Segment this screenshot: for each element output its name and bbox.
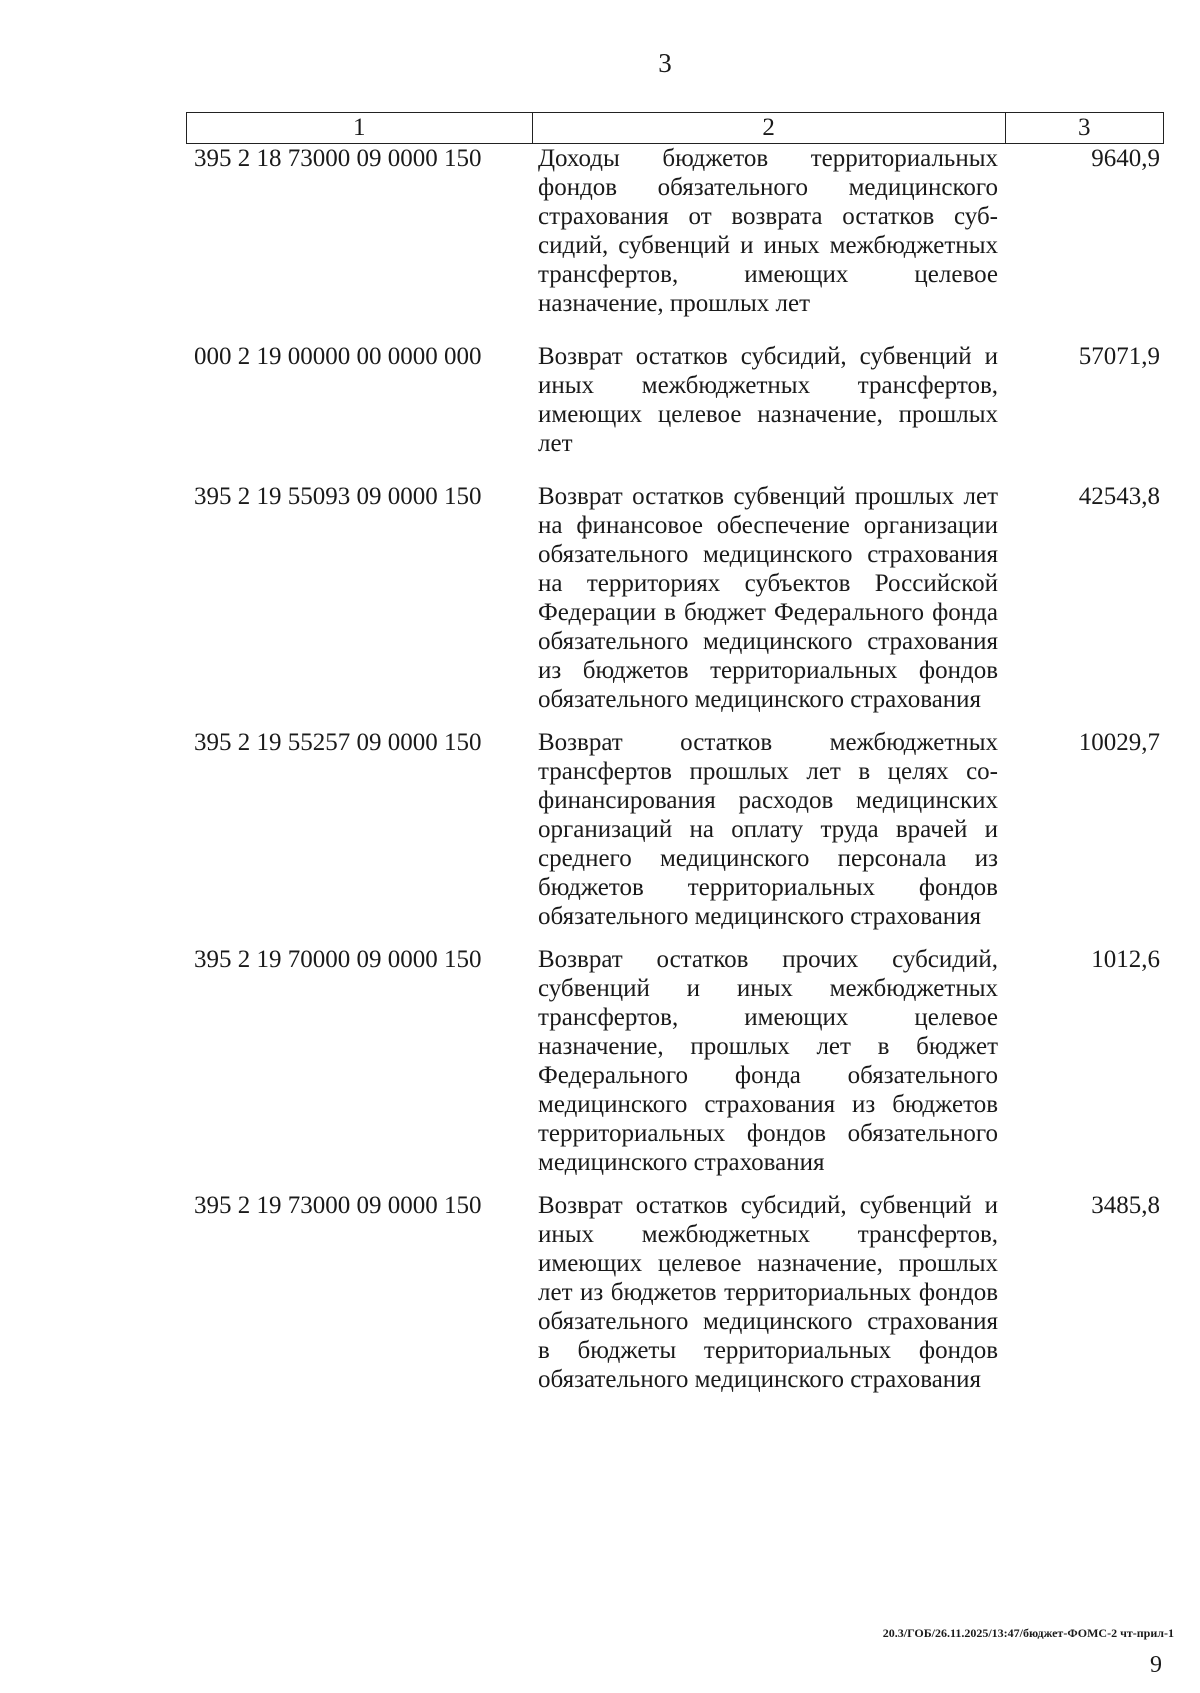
- column-header-3: 3: [1005, 113, 1163, 144]
- row-description: Возврат остатков субвенций прошлых лет на финансовое обеспечение организации обязательного медицинского страхования на территориях субъектов Российской Федерации в бюджет Федерального фонда обязательного медицинского страхования из бюджетов территориальных фондов обязательного медицинского страхования: [538, 483, 998, 713]
- page-number-bottom: 9: [1150, 1652, 1162, 1678]
- table-row: [186, 1191, 1166, 1394]
- column-header-1: 1: [187, 113, 533, 144]
- row-amount: 57071,9: [1078, 343, 1160, 370]
- table-row: [186, 144, 1166, 318]
- row-amount: 3485,8: [1091, 1192, 1160, 1219]
- row-amount: 42543,8: [1078, 483, 1160, 510]
- budget-code: 395 2 19 73000 09 0000 150: [194, 1192, 482, 1219]
- budget-code: 395 2 18 73000 09 0000 150: [194, 145, 482, 172]
- budget-code: 395 2 19 55257 09 0000 150: [194, 729, 482, 756]
- budget-code: 000 2 19 00000 00 0000 000: [194, 343, 482, 370]
- budget-table-body: [186, 144, 1166, 1406]
- row-amount: 9640,9: [1091, 145, 1160, 172]
- page-number-top: 3: [658, 48, 672, 78]
- table-row: [186, 482, 1166, 714]
- row-description: Возврат остатков субсидий, субвенций и иных межбюджетных трансфертов, имеющих целевое назначение, прошлых лет из бюджетов территориальных фондов обязательного медицинского страхования в бюджеты территориальных фондов обязательного медицинского страхования: [538, 1192, 998, 1393]
- column-header-2: 2: [532, 113, 1005, 144]
- budget-code: 395 2 19 55093 09 0000 150: [194, 483, 482, 510]
- row-amount: 10029,7: [1078, 729, 1160, 756]
- table-row: [186, 728, 1166, 931]
- table-row: [186, 945, 1166, 1177]
- budget-code: 395 2 19 70000 09 0000 150: [194, 946, 482, 973]
- row-description: Возврат остатков межбюджетных трансфертов прошлых лет в целях софинансирования расходов медицинских организаций на оплату труда врачей и среднего медицинского персонала из бюджетов территориальных фондов обязательного медицинского страхования: [538, 729, 998, 930]
- table-row: [186, 342, 1166, 458]
- document-stamp: 20.3/ГОБ/26.11.2025/13:47/бюджет-ФОМС-2 чт-прил-1: [882, 1626, 1174, 1640]
- row-description: Возврат остатков субсидий, субвенций и иных межбюджетных трансфертов, имеющих целевое назначение, прошлых лет: [538, 343, 998, 457]
- row-description: Доходы бюджетов территориальных фондов обязательного медицинского страхования от возврата остатков субсидий, субвенций и иных межбюджетных трансфертов, имеющих целевое назначение, прошлых лет: [538, 145, 998, 317]
- row-amount: 1012,6: [1091, 946, 1160, 973]
- column-header-table: [186, 112, 1164, 144]
- row-description: Возврат остатков прочих субсидий, субвенций и иных межбюджетных трансфертов, имеющих целевое назначение, прошлых лет в бюджет Федерального фонда обязательного медицинского страхования из бюджетов территориальных фондов обязательного медицинского страхования: [538, 946, 998, 1176]
